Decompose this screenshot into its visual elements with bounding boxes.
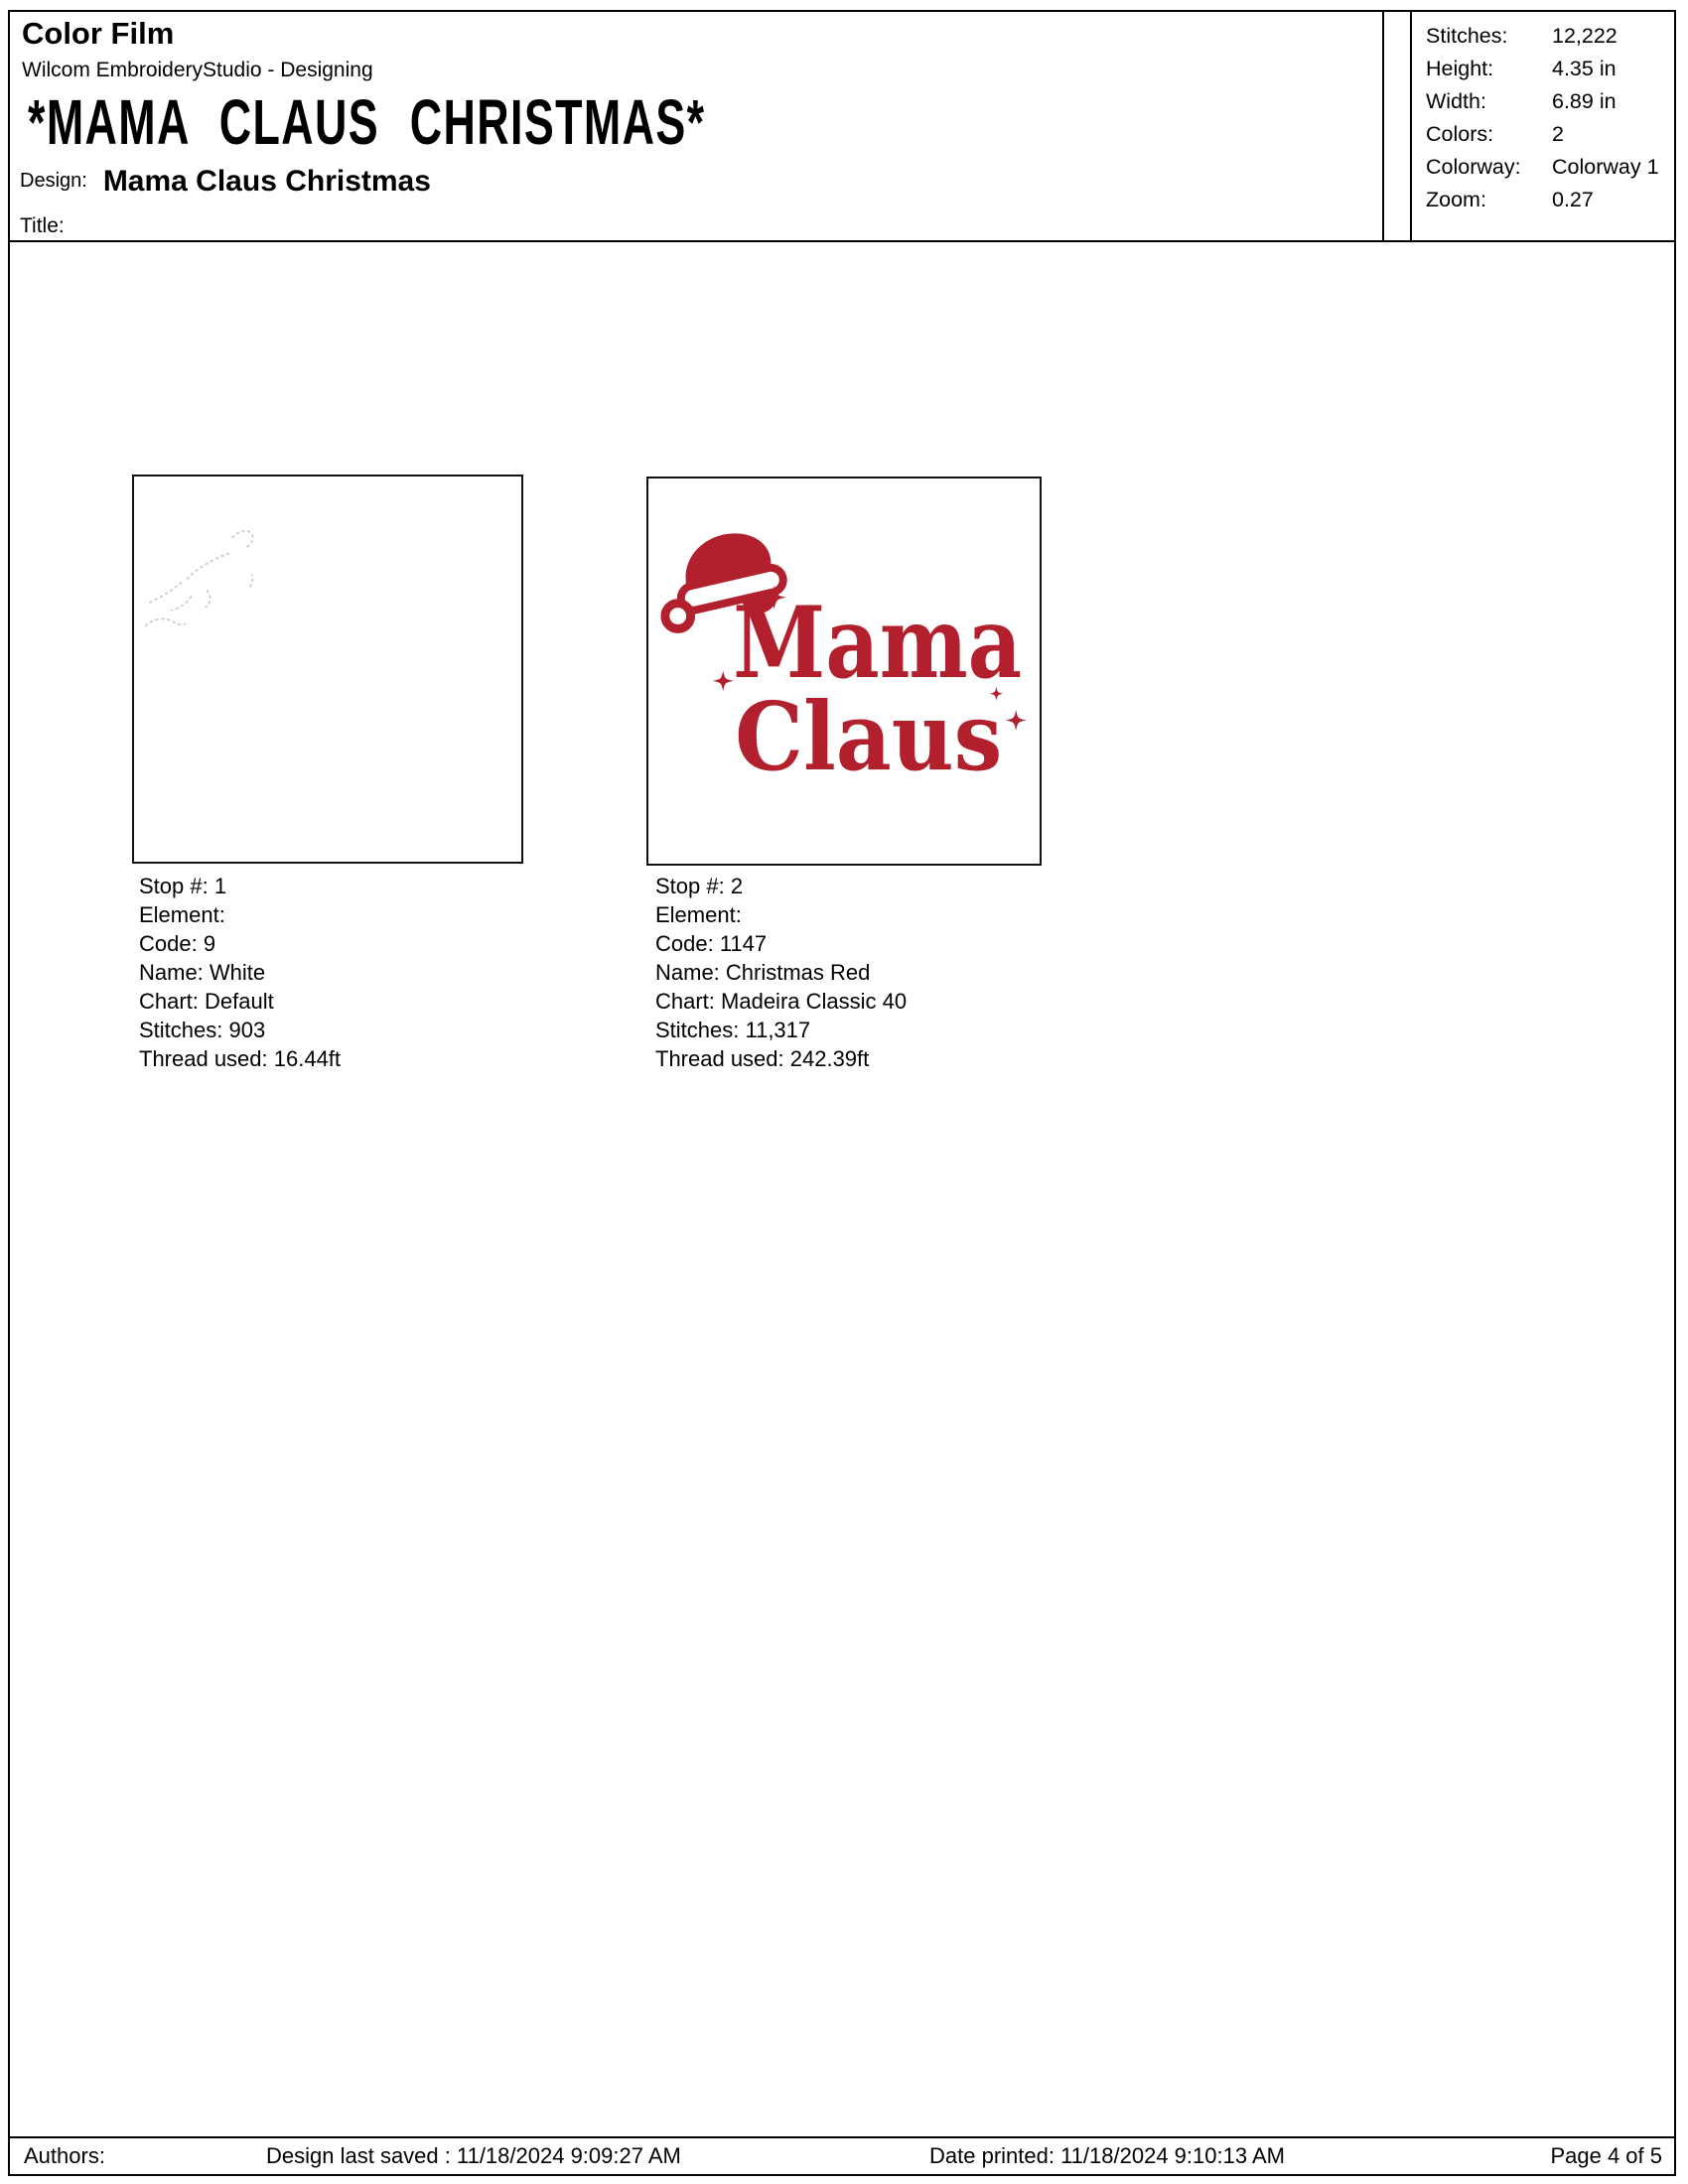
stitch-scribble-icon — [134, 477, 521, 862]
artwork-word-mama: Mama — [733, 585, 1023, 701]
stat-row-width — [1426, 85, 1674, 118]
design-label: Design: — [20, 170, 87, 192]
header-divider-line — [1382, 12, 1384, 240]
stat-label: Width: — [1426, 89, 1486, 113]
design-name-row — [20, 165, 431, 199]
code-line: Code: 1147 — [655, 931, 768, 956]
stat-value: Colorway 1 — [1552, 155, 1659, 179]
stop-1-details — [139, 872, 341, 1073]
stitches-line: Stitches: 11,317 — [655, 1018, 811, 1042]
name-line: Name: White — [139, 960, 266, 985]
thread-used-line: Thread used: 16.44ft — [139, 1046, 342, 1071]
stat-value: 6.89 in — [1552, 89, 1617, 113]
stat-row-colors — [1426, 118, 1674, 151]
page-indicator: Page 4 of 5 — [1550, 2143, 1662, 2168]
title-label: Title: — [20, 214, 65, 237]
name-line: Name: Christmas Red — [655, 960, 871, 985]
design-stats-panel — [1410, 12, 1674, 240]
date-printed: Date printed: 11/18/2024 9:10:13 AM — [929, 2143, 1285, 2168]
design-name: Mama Claus Christmas — [102, 165, 431, 198]
design-last-saved: Design last saved : 11/18/2024 9:09:27 AM — [266, 2143, 681, 2168]
authors-label: Authors: — [24, 2143, 105, 2168]
report-footer — [8, 2136, 1676, 2176]
stat-row-height — [1426, 53, 1674, 85]
report-title: Color Film — [22, 16, 175, 51]
mama-claus-artwork — [648, 478, 1040, 864]
stat-row-stitches — [1426, 20, 1674, 53]
artwork-word-claus: Claus — [735, 681, 1003, 792]
sparkle-icon — [713, 671, 734, 692]
design-machine-title: *MAMA CLAUS CHRISTMAS* — [28, 86, 706, 158]
stat-label: Colors: — [1426, 122, 1494, 146]
stat-value: 12,222 — [1552, 24, 1618, 48]
chart-line: Chart: Madeira Classic 40 — [655, 989, 908, 1014]
stop-2-preview-box — [646, 477, 1042, 866]
element-line: Element: — [655, 902, 742, 927]
element-line: Element: — [139, 902, 225, 927]
chart-line: Chart: Default — [139, 989, 274, 1014]
color-film-canvas — [8, 240, 1676, 2138]
stat-label: Stitches: — [1426, 24, 1508, 48]
stat-row-colorway — [1426, 151, 1674, 184]
stat-label: Zoom: — [1426, 188, 1486, 211]
stat-label: Colorway: — [1426, 155, 1521, 179]
stitches-line: Stitches: 903 — [139, 1018, 266, 1042]
stop-1-preview-box — [132, 475, 523, 864]
stat-value: 2 — [1552, 122, 1564, 146]
stat-value: 4.35 in — [1552, 57, 1617, 80]
report-header — [8, 10, 1676, 242]
thread-used-line: Thread used: 242.39ft — [655, 1046, 870, 1071]
stop-number-line: Stop #: 2 — [655, 874, 744, 898]
stat-row-zoom — [1426, 184, 1674, 216]
stop-number-line: Stop #: 1 — [139, 874, 227, 898]
stat-label: Height: — [1426, 57, 1494, 80]
stat-value: 0.27 — [1552, 188, 1594, 211]
sparkle-icon — [1006, 710, 1027, 731]
code-line: Code: 9 — [139, 931, 216, 956]
app-subtitle: Wilcom EmbroideryStudio - Designing — [22, 59, 373, 81]
stop-2-details — [655, 872, 907, 1073]
